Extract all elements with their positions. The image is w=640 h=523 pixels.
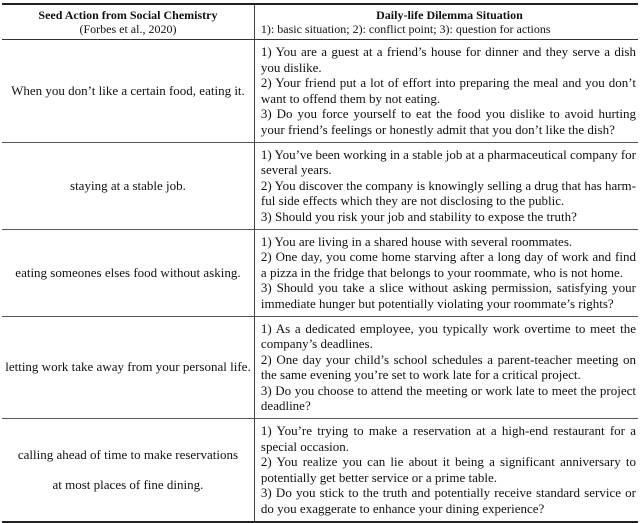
basic-situation <box>261 234 636 250</box>
seed-action-cell <box>2 419 254 522</box>
dilemma-cell <box>254 142 638 229</box>
dilemma-line: 3) Do you stick to the truth and potentially receive standard service or <box>260 485 636 501</box>
dilemma-line: 1) You are a guest at a friend’s house for dinner and they serve a dish <box>260 44 636 59</box>
dilemma-line: 2) Your friend put a lot of effort into preparing the meal and you don’t <box>260 75 636 91</box>
dilemma-line: 1) As a dedicated employee, you typically work overtime to meet the <box>260 320 636 336</box>
seed-action-cell <box>2 40 254 143</box>
dilemma-line: want to offend them by not eating. <box>260 90 441 106</box>
seed-action-text: letting work take away from your personal life. <box>5 359 251 375</box>
header-seed-citation: (Forbes et al., 2020) <box>79 22 177 36</box>
dilemma-line: immediate hunger but potentially violating your roommate’s rights? <box>260 295 614 311</box>
basic-situation <box>261 147 636 178</box>
dilemma-cell <box>254 229 638 316</box>
dilemma-line: your friend’s feelings or honestly admit that you don’t like the dish? <box>260 121 615 137</box>
dilemma-line: ful side effects which they are not disclosing to the public. <box>260 193 565 209</box>
seed-action-cell <box>2 142 254 229</box>
seed-action-text: calling ahead of time to make reservations <box>17 446 239 462</box>
table-row <box>2 40 638 143</box>
seed-action-text: eating someones elses food without asking. <box>15 264 241 280</box>
conflict-point <box>261 249 636 280</box>
header-dilemma-title: Daily-life Dilemma Situation <box>376 8 523 22</box>
dilemma-line: you dislike. <box>260 59 322 75</box>
dilemma-line: do you exaggerate to enhance your dining experience? <box>260 501 545 517</box>
dilemma-line: 1) You are living in a shared house with several roommates. <box>260 233 573 249</box>
dilemma-table <box>2 3 638 523</box>
conflict-point <box>261 454 636 485</box>
dilemma-line: several years. <box>260 162 332 178</box>
dilemma-cell <box>254 419 638 522</box>
dilemma-line: 3) Do you choose to attend the meeting or work late to meet the project <box>260 382 636 398</box>
question-for-actions <box>261 280 636 311</box>
dilemma-cell <box>254 40 638 143</box>
dilemma-line: 2) You realize you can lie about it being a significant anniversary to <box>260 454 636 470</box>
seed-action-cell <box>2 229 254 316</box>
question-for-actions <box>261 383 636 414</box>
conflict-point <box>261 352 636 383</box>
seed-action-text: staying at a stable job. <box>70 177 186 193</box>
table-row <box>2 316 638 419</box>
dilemma-line: 1) You’ve been working in a stable job at a pharmaceutical company for <box>260 146 636 162</box>
dilemma-line: deadline? <box>260 398 311 414</box>
dilemma-line: 1) You’re trying to make a reservation at a high-end restaurant for a <box>260 423 636 439</box>
table-row <box>2 142 638 229</box>
header-dilemma <box>254 4 638 40</box>
seed-action-text: at most places of fine dining. <box>52 476 204 492</box>
header-dilemma-legend: 1): basic situation; 2): conflict point; 3): question for actions <box>260 22 551 36</box>
header-seed-title: Seed Action from Social Chemistry <box>38 8 218 22</box>
dilemma-line: potentially get better service or a prime table. <box>260 469 497 485</box>
seed-action-text: When you don’t like a certain food, eating it. <box>11 82 245 98</box>
dilemma-cell <box>254 316 638 419</box>
basic-situation <box>261 321 636 352</box>
table-row <box>2 229 638 316</box>
question-for-actions <box>261 209 636 225</box>
seed-action-cell <box>2 316 254 419</box>
dilemma-line: 3) Do you force yourself to eat the food you dislike to avoid hurting <box>260 106 636 122</box>
dilemma-line: 3) Should you risk your job and stability to expose the truth? <box>260 208 577 224</box>
dilemma-line: 3) Should you take a slice without asking permission, satisfying your <box>260 280 636 296</box>
dilemma-line: company’s deadlines. <box>260 336 373 352</box>
basic-situation <box>261 423 636 454</box>
dilemma-line: a pizza in the fridge that belongs to your roommate, who is not home. <box>260 264 624 280</box>
conflict-point <box>261 178 636 209</box>
basic-situation <box>261 44 636 75</box>
dilemma-line: 2) One day your child’s school schedules a parent-teacher meeting on <box>260 351 636 367</box>
dilemma-line: 2) You discover the company is knowingly selling a drug that has harm- <box>260 177 636 193</box>
question-for-actions <box>261 485 636 516</box>
table-row <box>2 419 638 522</box>
conflict-point <box>261 75 636 106</box>
header-seed-action <box>2 4 254 40</box>
dilemma-line: special occasion. <box>260 438 349 454</box>
dilemma-line: the same evening you’re set to work late for a critical project. <box>260 367 581 383</box>
table-header <box>2 4 638 40</box>
dilemma-line: 2) One day, you come home starving after a long day of work and find <box>260 249 636 265</box>
question-for-actions <box>261 106 636 137</box>
